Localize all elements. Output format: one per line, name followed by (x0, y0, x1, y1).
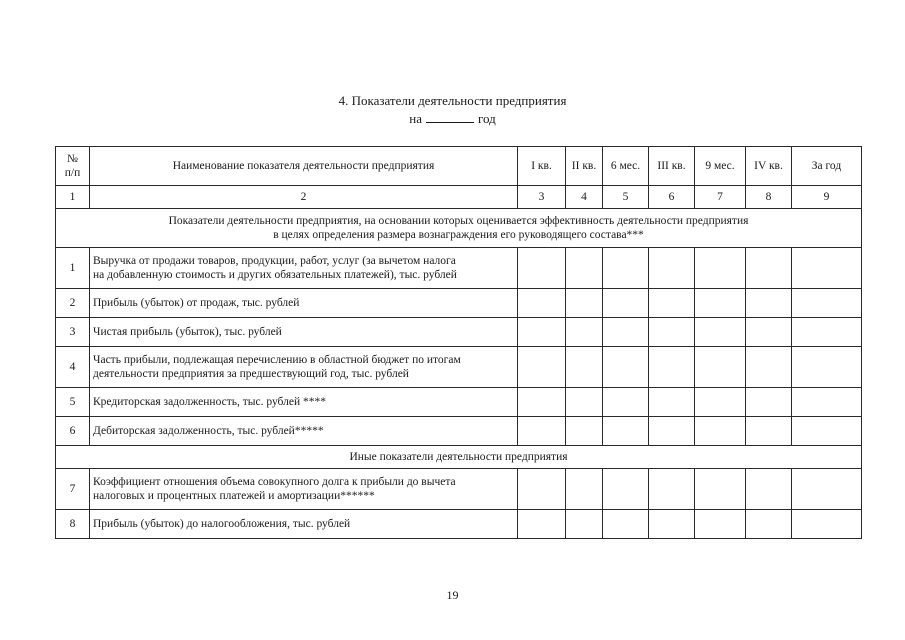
column-number: 1 (56, 186, 90, 209)
table-row (56, 510, 862, 539)
value-cell[interactable] (603, 347, 649, 388)
column-number: 4 (566, 186, 603, 209)
col-header-year: За год (792, 147, 862, 186)
value-cell[interactable] (746, 510, 792, 539)
value-cell[interactable] (649, 318, 695, 347)
value-cell[interactable] (518, 248, 566, 289)
value-cell[interactable] (518, 388, 566, 417)
column-number: 9 (792, 186, 862, 209)
row-name: Кредиторская задолженность, тыс. рублей **** (90, 388, 518, 417)
col-header-q4: IV кв. (746, 147, 792, 186)
value-cell[interactable] (695, 469, 746, 510)
subtitle-suffix: год (477, 111, 496, 126)
col-header-number: № п/п (56, 147, 90, 186)
column-number: 8 (746, 186, 792, 209)
value-cell[interactable] (649, 388, 695, 417)
value-cell[interactable] (792, 388, 862, 417)
table-row (56, 469, 862, 510)
value-cell[interactable] (566, 510, 603, 539)
table-row (56, 248, 862, 289)
value-cell[interactable] (792, 318, 862, 347)
value-cell[interactable] (695, 388, 746, 417)
value-cell[interactable] (603, 469, 649, 510)
row-number: 7 (56, 469, 90, 510)
column-number: 3 (518, 186, 566, 209)
col-header-q2: II кв. (566, 147, 603, 186)
col-header-q3: III кв. (649, 147, 695, 186)
value-cell[interactable] (746, 417, 792, 446)
value-cell[interactable] (649, 417, 695, 446)
value-cell[interactable] (603, 388, 649, 417)
value-cell[interactable] (695, 417, 746, 446)
value-cell[interactable] (695, 510, 746, 539)
table-row (56, 417, 862, 446)
value-cell[interactable] (518, 510, 566, 539)
document-title: 4. Показатели деятельности предприятия (338, 93, 567, 108)
value-cell[interactable] (746, 388, 792, 417)
section1-title: Показатели деятельности предприятия, на основании которых оценивается эффективность деятельности предприятия в целях определения размера вознаграждения его руководящего состава*** (56, 209, 862, 248)
subtitle-prefix: на (409, 111, 422, 126)
value-cell[interactable] (695, 318, 746, 347)
value-cell[interactable] (746, 289, 792, 318)
value-cell[interactable] (746, 318, 792, 347)
col-header-q1: I кв. (518, 147, 566, 186)
value-cell[interactable] (566, 318, 603, 347)
section-header-row (56, 209, 862, 248)
value-cell[interactable] (792, 469, 862, 510)
column-number: 7 (695, 186, 746, 209)
row-name: Дебиторская задолженность, тыс. рублей***** (90, 417, 518, 446)
value-cell[interactable] (518, 289, 566, 318)
section2-title: Иные показатели деятельности предприятия (56, 446, 862, 469)
value-cell[interactable] (695, 289, 746, 318)
value-cell[interactable] (566, 469, 603, 510)
indicators-table (55, 146, 862, 539)
value-cell[interactable] (566, 417, 603, 446)
value-cell[interactable] (792, 417, 862, 446)
value-cell[interactable] (792, 248, 862, 289)
value-cell[interactable] (566, 388, 603, 417)
row-number: 1 (56, 248, 90, 289)
value-cell[interactable] (566, 248, 603, 289)
row-name: Прибыль (убыток) до налогообложения, тыс. рублей (90, 510, 518, 539)
value-cell[interactable] (792, 347, 862, 388)
value-cell[interactable] (603, 289, 649, 318)
col-header-9m: 9 мес. (695, 147, 746, 186)
value-cell[interactable] (649, 289, 695, 318)
row-number: 6 (56, 417, 90, 446)
row-name: Прибыль (убыток) от продаж, тыс. рублей (90, 289, 518, 318)
col-header-name: Наименование показателя деятельности предприятия (90, 147, 518, 186)
row-number: 5 (56, 388, 90, 417)
value-cell[interactable] (649, 469, 695, 510)
row-name: Коэффициент отношения объема совокупного долга к прибыли до вычета налоговых и процентных платежей и амортизации****** (90, 469, 518, 510)
value-cell[interactable] (603, 318, 649, 347)
row-number: 2 (56, 289, 90, 318)
table-row (56, 318, 862, 347)
value-cell[interactable] (649, 248, 695, 289)
column-number: 2 (90, 186, 518, 209)
value-cell[interactable] (566, 289, 603, 318)
column-number-row (56, 186, 862, 209)
value-cell[interactable] (792, 510, 862, 539)
value-cell[interactable] (603, 248, 649, 289)
column-number: 6 (649, 186, 695, 209)
row-name: Выручка от продажи товаров, продукции, работ, услуг (за вычетом налога на добавленную стоимость и других обязательных платежей), тыс. рублей (90, 248, 518, 289)
document-subtitle (0, 110, 905, 127)
value-cell[interactable] (746, 347, 792, 388)
col-header-6m: 6 мес. (603, 147, 649, 186)
value-cell[interactable] (566, 347, 603, 388)
year-blank-line (426, 111, 474, 123)
value-cell[interactable] (518, 318, 566, 347)
row-name: Чистая прибыль (убыток), тыс. рублей (90, 318, 518, 347)
section-header-row (56, 446, 862, 469)
value-cell[interactable] (603, 417, 649, 446)
column-number: 5 (603, 186, 649, 209)
row-number: 4 (56, 347, 90, 388)
value-cell[interactable] (695, 347, 746, 388)
table-row (56, 347, 862, 388)
value-cell[interactable] (649, 510, 695, 539)
value-cell[interactable] (792, 289, 862, 318)
table-row (56, 388, 862, 417)
row-number: 8 (56, 510, 90, 539)
table-row (56, 289, 862, 318)
value-cell[interactable] (603, 510, 649, 539)
value-cell[interactable] (746, 469, 792, 510)
value-cell[interactable] (518, 469, 566, 510)
value-cell[interactable] (746, 248, 792, 289)
header-row (56, 147, 862, 186)
row-number: 3 (56, 318, 90, 347)
row-name: Часть прибыли, подлежащая перечислению в областной бюджет по итогам деятельности предприятия за предшествующий год, тыс. рублей (90, 347, 518, 388)
value-cell[interactable] (518, 347, 566, 388)
value-cell[interactable] (695, 248, 746, 289)
value-cell[interactable] (518, 417, 566, 446)
value-cell[interactable] (649, 347, 695, 388)
page-number: 19 (446, 588, 459, 602)
